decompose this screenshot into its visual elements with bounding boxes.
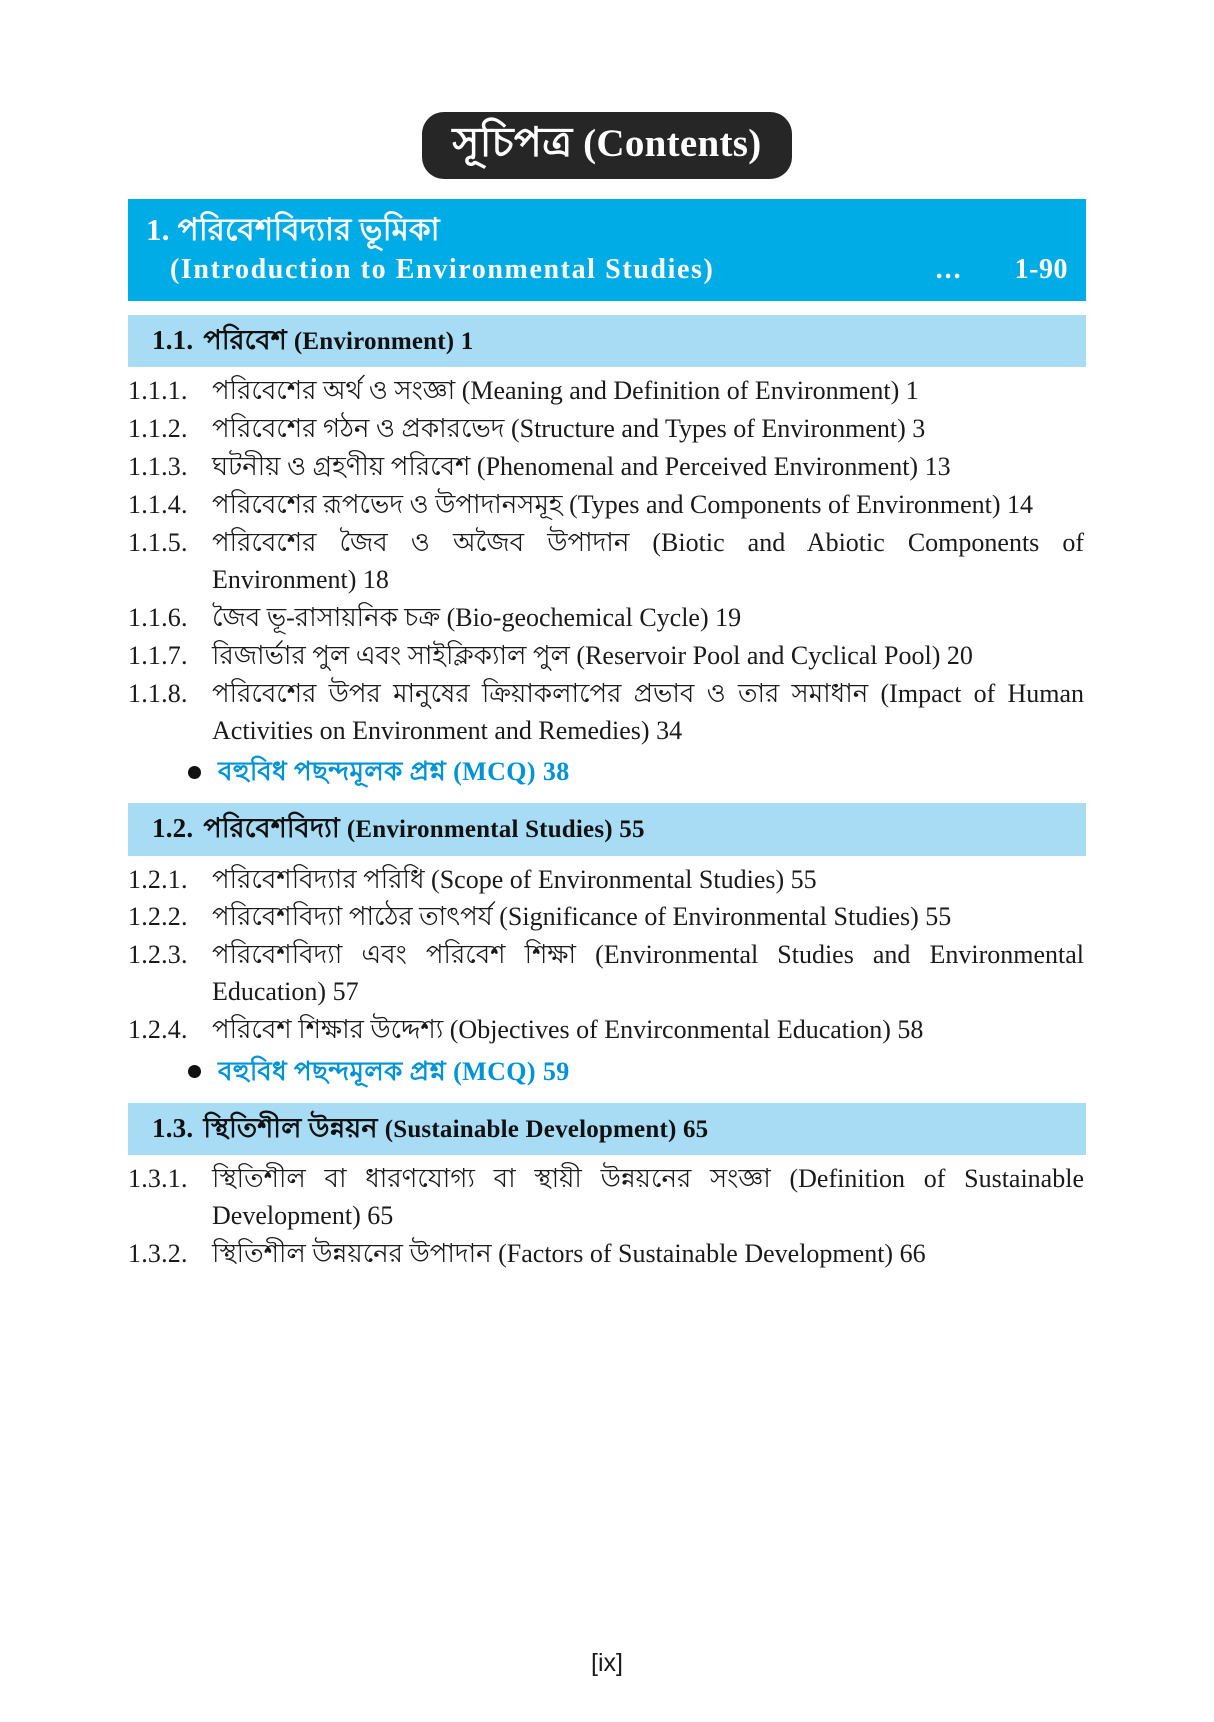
page-title-container [0, 0, 1214, 179]
entry-text: পরিবেশের জৈব ও অজৈব উপাদান (Biotic and Abiotic Components of Environment) 18 [212, 528, 1084, 594]
section-number: 1.3. [152, 1112, 194, 1143]
mcq-entry[interactable] [128, 755, 1086, 789]
entry-list-1-2 [128, 856, 1086, 1089]
mcq-entry[interactable] [128, 1055, 1086, 1089]
entry-text: পরিবেশবিদ্যা এবং পরিবেশ শিক্ষা (Environmental Studies and Environmental Education) 57 [212, 940, 1084, 1007]
section-number: 1.1. [152, 325, 194, 356]
section-title-bengali: পরিবেশ [203, 325, 287, 356]
entry-number: 1.1.7. [128, 640, 188, 670]
chapter-page-range: 1-90 [1014, 253, 1068, 285]
chapter-title-english: (Introduction to Environmental Studies) [170, 253, 715, 285]
page-title [422, 112, 791, 179]
entry-text: জৈব ভূ-রাসায়নিক চক্র (Bio-geochemical Cycle) 19 [212, 602, 742, 632]
page-title-english: (Contents) [583, 122, 762, 165]
chapter-number: 1. [146, 212, 170, 248]
entry-number: 1.3.2. [128, 1238, 188, 1268]
page-title-bengali: সূচিপত্র [452, 119, 573, 165]
section-number: 1.2. [152, 813, 194, 844]
entry-number: 1.1.6. [128, 602, 188, 632]
chapter-title-bengali-line [146, 210, 1068, 250]
entry-text: স্থিতিশীল উন্নয়নের উপাদান (Factors of Sustainable Development) 66 [212, 1238, 926, 1268]
section-title-bengali: পরিবেশবিদ্যা [203, 813, 340, 844]
section-title-english: (Sustainable Development) 65 [384, 1115, 709, 1143]
chapter-title-english-line [146, 252, 1068, 288]
entry-number: 1.1.3. [128, 452, 188, 482]
toc-entry[interactable] [128, 937, 1086, 1011]
entry-number: 1.2.1. [128, 864, 188, 894]
toc-entry[interactable] [128, 600, 1086, 637]
toc-entry[interactable] [128, 638, 1086, 675]
section-title-bengali: স্থিতিশীল উন্নয়ন [203, 1112, 378, 1143]
entry-text: পরিবেশের রূপভেদ ও উপাদানসমূহ (Types and Components of Environment) 14 [212, 490, 1034, 520]
toc-entry[interactable] [128, 411, 1086, 448]
entry-text: পরিবেশবিদ্যার পরিধি (Scope of Environmental Studies) 55 [212, 864, 817, 894]
toc-entry[interactable] [128, 899, 1086, 936]
section-title-english: (Environmental Studies) 55 [346, 816, 645, 844]
entry-number: 1.1.1. [128, 376, 188, 406]
entry-text: পরিবেশের গঠন ও প্রকারভেদ (Structure and Types of Environment) 3 [212, 414, 926, 444]
entry-number: 1.2.4. [128, 1015, 188, 1045]
toc-entry[interactable] [128, 676, 1086, 750]
section-header-1-3 [128, 1103, 1086, 1155]
toc-entry[interactable] [128, 373, 1086, 410]
toc-entry[interactable] [128, 525, 1086, 599]
toc-entry[interactable] [128, 449, 1086, 486]
entry-text: রিজার্ভার পুল এবং সাইক্লিক্যাল পুল (Reservoir Pool and Cyclical Pool) 20 [212, 640, 973, 670]
bullet-icon [188, 766, 201, 779]
mcq-label: বহুবিধ পছন্দমূলক প্রশ্ন (MCQ) 59 [218, 1057, 570, 1087]
toc-entry[interactable] [128, 487, 1086, 524]
section-title-english: (Environment) 1 [293, 328, 474, 356]
entry-number: 1.2.2. [128, 902, 188, 932]
page-number-footer: [ix] [591, 1649, 623, 1677]
toc-entry[interactable] [128, 1012, 1086, 1049]
bullet-icon [188, 1065, 201, 1078]
section-header-1-1 [128, 315, 1086, 367]
entry-list-1-3 [128, 1155, 1086, 1273]
entry-text: ঘটনীয় ও গ্রহণীয় পরিবেশ (Phenomenal and Perceived Environment) 13 [212, 452, 951, 482]
entry-text: পরিবেশ শিক্ষার উদ্দেশ্য (Objectives of Envirconmental Education) 58 [212, 1015, 924, 1045]
toc-entry[interactable] [128, 862, 1086, 899]
entry-list-1-1 [128, 367, 1086, 789]
entry-text: স্থিতিশীল বা ধারণযোগ্য বা স্থায়ী উন্নয়নের সংজ্ঞা (Definition of Sustainable Development) 65 [212, 1164, 1084, 1231]
entry-number: 1.1.8. [128, 678, 188, 708]
entry-number: 1.1.4. [128, 490, 188, 520]
entry-text: পরিবেশের অর্থ ও সংজ্ঞা (Meaning and Definition of Environment) 1 [212, 376, 919, 406]
toc-entry[interactable] [128, 1236, 1086, 1273]
chapter-header [128, 199, 1086, 301]
chapter-title-bengali: পরিবেশবিদ্যার ভূমিকা [177, 212, 440, 248]
entry-text: পরিবেশবিদ্যা পাঠের তাৎপর্য (Significance of Environmental Studies) 55 [212, 902, 952, 932]
toc-entry[interactable] [128, 1161, 1086, 1235]
entry-text: পরিবেশের উপর মানুষের ক্রিয়াকলাপের প্রভাব ও তার সমাধান (Impact of Human Activities on Environment and Remedies) 34 [212, 678, 1084, 745]
entry-number: 1.3.1. [128, 1164, 188, 1194]
section-header-1-2 [128, 803, 1086, 855]
entry-number: 1.2.3. [128, 940, 188, 970]
entry-number: 1.1.5. [128, 528, 188, 558]
mcq-label: বহুবিধ পছন্দমূলক প্রশ্ন (MCQ) 38 [218, 757, 570, 787]
chapter-leader-dots: ... [935, 253, 963, 285]
entry-number: 1.1.2. [128, 414, 188, 444]
